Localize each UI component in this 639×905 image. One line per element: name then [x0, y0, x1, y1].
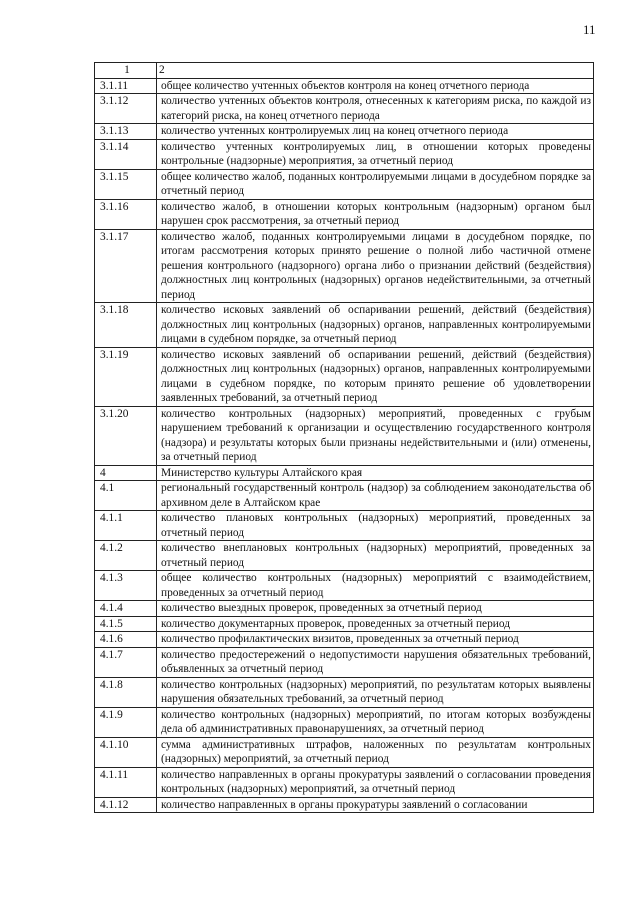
- table-row: [95, 632, 594, 648]
- row-text: количество направленных в органы прокуратуры заявлений о согласовании проведения контрольных (надзорных) мероприятий, за отчетный период: [157, 767, 594, 797]
- row-text: количество учтенных контролируемых лиц, в отношении которых проведены контрольные (надзорные) мероприятия, за отчетный период: [157, 139, 594, 169]
- page-number: 11: [583, 22, 596, 37]
- table-row: [95, 767, 594, 797]
- row-text: количество профилактических визитов, проведенных за отчетный период: [157, 632, 594, 648]
- table-row: [95, 199, 594, 229]
- row-text: количество плановых контрольных (надзорных) мероприятий, проведенных за отчетный период: [157, 511, 594, 541]
- row-number: 4.1.10: [95, 737, 157, 767]
- table-row: [95, 229, 594, 303]
- row-number: 4.1.11: [95, 767, 157, 797]
- row-number: 3.1.17: [95, 229, 157, 303]
- table-row: [95, 481, 594, 511]
- row-number: 4.1.3: [95, 571, 157, 601]
- row-text: количество исковых заявлений об оспаривании решений, действий (бездействия) должностных лиц контрольных (надзорных) органов, направленных контролируемыми лицами в судебном порядке, за отчетный период: [157, 303, 594, 348]
- header-col-2: 2: [157, 63, 594, 79]
- table-row: [95, 677, 594, 707]
- table-row: [95, 601, 594, 617]
- header-col-1: 1: [95, 63, 157, 79]
- row-text: региональный государственный контроль (надзор) за соблюдением законодательства об архивном деле в Алтайском крае: [157, 481, 594, 511]
- row-number: 4.1.2: [95, 541, 157, 571]
- row-number: 4.1.4: [95, 601, 157, 617]
- row-text: количество внеплановых контрольных (надзорных) мероприятий, проведенных за отчетный период: [157, 541, 594, 571]
- row-text: общее количество контрольных (надзорных) мероприятий с взаимодействием, проведенных за отчетный период: [157, 571, 594, 601]
- row-number: 3.1.19: [95, 347, 157, 406]
- row-number: 3.1.15: [95, 169, 157, 199]
- row-number: 3.1.20: [95, 406, 157, 465]
- row-number: 3.1.13: [95, 124, 157, 140]
- row-number: 4.1: [95, 481, 157, 511]
- table-row: [95, 139, 594, 169]
- table-row: [95, 465, 594, 481]
- row-text: количество жалоб, поданных контролируемыми лицами в досудебном порядке, по итогам рассмотрения которых принято решение о полной либо частичной отмене решения контрольного (надзорного) органа либо о признании действий (бездействия) должностных лиц контрольных (надзорных) органов недействительными, за отчетный период: [157, 229, 594, 303]
- row-number: 3.1.18: [95, 303, 157, 348]
- table-row: [95, 647, 594, 677]
- row-text: количество выездных проверок, проведенных за отчетный период: [157, 601, 594, 617]
- table-row: [95, 169, 594, 199]
- row-number: 4.1.5: [95, 616, 157, 632]
- row-text: Министерство культуры Алтайского края: [157, 465, 594, 481]
- row-number: 4.1.1: [95, 511, 157, 541]
- row-text: количество предостережений о недопустимости нарушения обязательных требований, объявленных за отчетный период: [157, 647, 594, 677]
- table-body: [95, 63, 594, 813]
- row-text: общее количество жалоб, поданных контролируемыми лицами в досудебном порядке за отчетный период: [157, 169, 594, 199]
- table-row: [95, 124, 594, 140]
- table-row: [95, 541, 594, 571]
- row-text: количество направленных в органы прокуратуры заявлений о согласовании: [157, 797, 594, 813]
- table-header-row: [95, 63, 594, 79]
- row-text: общее количество учтенных объектов контроля на конец отчетного периода: [157, 78, 594, 94]
- table-row: [95, 406, 594, 465]
- row-number: 4.1.7: [95, 647, 157, 677]
- row-number: 4.1.12: [95, 797, 157, 813]
- table-row: [95, 616, 594, 632]
- table-row: [95, 303, 594, 348]
- row-text: количество контрольных (надзорных) мероприятий, проведенных с грубым нарушением требований к организации и осуществлению государственного контроля (надзора) и результаты которых были признаны недействительными и (или) отменены, за отчетный период: [157, 406, 594, 465]
- table-row: [95, 94, 594, 124]
- table-row: [95, 511, 594, 541]
- row-number: 4.1.8: [95, 677, 157, 707]
- row-text: количество исковых заявлений об оспаривании решений, действий (бездействия) должностных лиц контрольных (надзорных) органов, направленных контролируемыми лицами в судебном порядке, по которым принято решение об удовлетворении заявленных требований, за отчетный период: [157, 347, 594, 406]
- row-text: сумма административных штрафов, наложенных по результатам контрольных (надзорных) мероприятий, за отчетный период: [157, 737, 594, 767]
- table-row: [95, 737, 594, 767]
- row-number: 3.1.11: [95, 78, 157, 94]
- table-row: [95, 707, 594, 737]
- table-row: [95, 347, 594, 406]
- table-row: [95, 571, 594, 601]
- row-text: количество учтенных контролируемых лиц на конец отчетного периода: [157, 124, 594, 140]
- row-text: количество жалоб, в отношении которых контрольным (надзорным) органом был нарушен срок рассмотрения, за отчетный период: [157, 199, 594, 229]
- row-number: 3.1.16: [95, 199, 157, 229]
- row-text: количество учтенных объектов контроля, отнесенных к категориям риска, по каждой из категорий риска, на конец отчетного периода: [157, 94, 594, 124]
- row-number: 4.1.6: [95, 632, 157, 648]
- indicators-table: [94, 62, 594, 813]
- row-text: количество контрольных (надзорных) мероприятий, по итогам которых возбуждены дела об административных правонарушениях, за отчетный период: [157, 707, 594, 737]
- row-text: количество документарных проверок, проведенных за отчетный период: [157, 616, 594, 632]
- row-number: 4.1.9: [95, 707, 157, 737]
- row-number: 4: [95, 465, 157, 481]
- table-row: [95, 78, 594, 94]
- row-number: 3.1.12: [95, 94, 157, 124]
- row-number: 3.1.14: [95, 139, 157, 169]
- table-row: [95, 797, 594, 813]
- row-text: количество контрольных (надзорных) мероприятий, по результатам которых выявлены нарушения обязательных требований, за отчетный период: [157, 677, 594, 707]
